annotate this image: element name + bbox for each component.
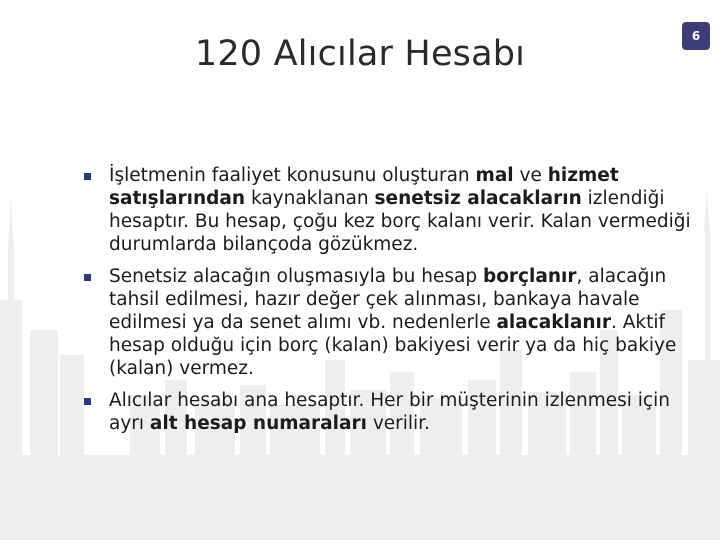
bullet-bold-text: senetsiz alacakların xyxy=(374,188,582,209)
bullet-bold-text: alacaklanır xyxy=(496,312,611,333)
bullet-text: Alıcılar hesabı ana hesaptır. Her bir müşterinin izlenmesi için ayrı xyxy=(109,390,670,434)
bullet-marker xyxy=(84,173,91,180)
bullet-text: , alacağın tahsil edilmesi, hazır değer çek alınması, bankaya havale edilmesi ya da senet alımı vb. nedenlerle xyxy=(109,266,667,333)
bullet-text: . Aktif hesap olduğu için borç (kalan) bakiyesi verir ya da hiç bakiye (kalan) vermez. xyxy=(109,312,677,379)
bullet-text: Senetsiz alacağın oluşmasıyla bu hesap xyxy=(109,266,483,287)
page-number-badge: 6 xyxy=(682,22,710,50)
bullet-marker xyxy=(84,274,91,281)
bullet-bold-text: alt hesap numaraları xyxy=(149,413,367,434)
bullet-item xyxy=(84,164,694,256)
bullet-text: kaynaklanan xyxy=(245,188,375,209)
bullet-item xyxy=(84,265,694,380)
bullet-list xyxy=(84,164,694,444)
bullet-text: verilir. xyxy=(366,413,430,434)
bullet-bold-text: hizmet satışlarından xyxy=(109,165,619,209)
bullet-bold-text: borçlanır xyxy=(482,266,577,287)
bullet-marker xyxy=(84,398,91,405)
bullet-text: ve xyxy=(513,165,548,186)
bullet-text: izlendiği hesaptır. Bu hesap, çoğu kez borç kalanı verir. Kalan vermediği durumlarda bilançoda gözükmez. xyxy=(109,188,691,255)
bullet-item xyxy=(84,389,694,435)
bullet-text: İşletmenin faaliyet konusunu oluşturan xyxy=(109,165,476,186)
slide-title: 120 Alıcılar Hesabı xyxy=(194,34,526,74)
bullet-bold-text: mal xyxy=(475,165,514,186)
